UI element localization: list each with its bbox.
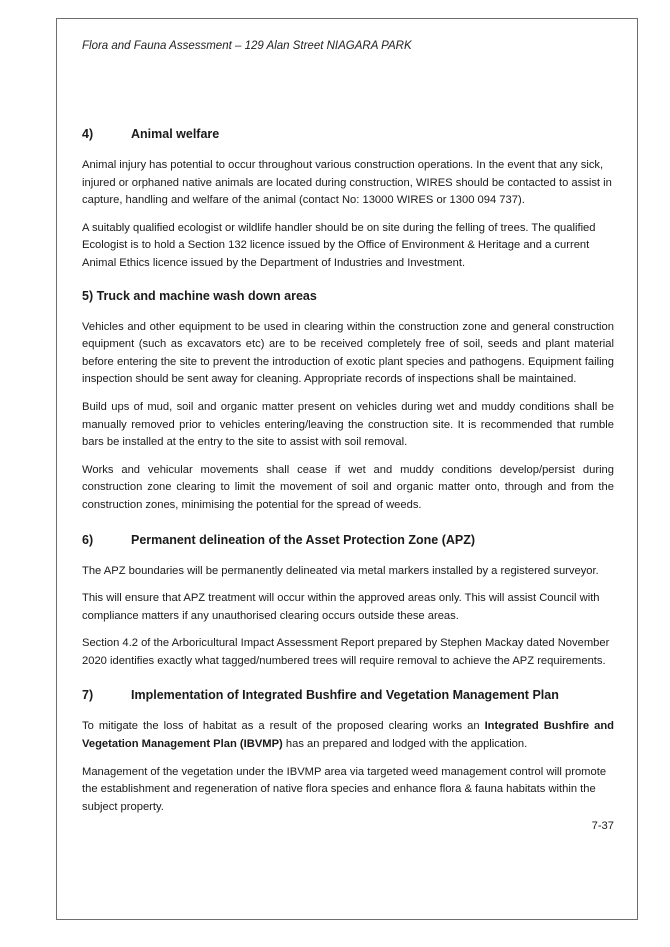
paragraph-text: To mitigate the loss of habitat as a result of the proposed clearing works an	[82, 720, 485, 733]
section-heading	[82, 686, 614, 704]
section-heading	[82, 125, 614, 143]
section-animal-welfare	[82, 125, 614, 273]
paragraph: Vehicles and other equipment to be used in clearing within the construction zone and general construction equipment (such as excavators etc) are to be received completely free of soil, seeds and plant material before entering the site to prevent the introduction of exotic plant species and pathogens. Equipment failing inspection should be sent away for cleaning. Appropriate records of inspections shall be maintained.	[82, 320, 614, 386]
section-title: Animal welfare	[131, 127, 220, 141]
paragraph: Management of the vegetation under the IBVMP area via targeted weed management control will promote the establishment and regeneration of native flora species and enhance flora & fauna habitats within the subject property.	[82, 765, 607, 813]
section-apz-delineation	[82, 531, 614, 671]
plan-name-bold: Integrated Bushfire and Vegetation Management Plan (IBVMP)	[82, 720, 614, 751]
section-heading	[82, 287, 614, 305]
section-ibvmp	[82, 686, 614, 816]
section-number: 4)	[82, 127, 94, 141]
section-title: 5) Truck and machine wash down areas	[82, 288, 317, 303]
section-title: Permanent delineation of the Asset Protection Zone (APZ)	[131, 532, 476, 547]
paragraph: A suitably qualified ecologist or wildlife handler should be on site during the felling of trees. The qualified Ecologist is to hold a Section 132 licence issued by the Office of Environment & Heritage and a current Animal Ethics licence issued by the Department of Industries and Investment.	[82, 221, 596, 269]
paragraph: Build ups of mud, soil and organic matter present on vehicles during wet and muddy conditions shall be manually removed prior to vehicles entering/leaving the construction site. It is recommended that rumble bars be installed at the entry to the site to assist with soil removal.	[82, 400, 614, 449]
document-header: Flora and Fauna Assessment – 129 Alan Street NIAGARA PARK	[82, 40, 412, 52]
paragraph: This will ensure that APZ treatment will occur within the approved areas only. This will assist Council with compliance matters if any unauthorised clearing occurs outside these areas.	[82, 592, 600, 622]
paragraph: Animal injury has potential to occur throughout various construction operations. In the event that any sick, injured or orphaned native animals are located during construction, WIRES should be contacted to assist in capture, handling and welfare of the animal (contact No: 13000 WIRES or 1300 094 737).	[82, 159, 612, 207]
paragraph-text: has an prepared and lodged with the application.	[282, 738, 528, 751]
paragraph: Works and vehicular movements shall cease if wet and muddy conditions develop/persist during construction zone clearing to limit the movement of soil and organic matter onto, through and from the construction zones, minimising the potential for the spread of weeds.	[82, 463, 614, 511]
section-truck-wash-down	[82, 287, 614, 515]
paragraph: Section 4.2 of the Arboricultural Impact Assessment Report prepared by Stephen Mackay dated November 2020 identifies exactly what tagged/numbered trees will require removal to achieve the APZ requirements.	[82, 637, 610, 667]
paragraph: The APZ boundaries will be permanently delineated via metal markers installed by a registered surveyor.	[82, 564, 599, 577]
section-title: Implementation of Integrated Bushfire and Vegetation Management Plan	[131, 688, 559, 703]
section-heading	[82, 531, 614, 549]
section-number: 7)	[82, 688, 94, 703]
document-body	[82, 125, 614, 826]
page-number: 7-37	[591, 820, 614, 832]
paragraph	[82, 718, 614, 753]
section-number: 6)	[82, 532, 94, 547]
